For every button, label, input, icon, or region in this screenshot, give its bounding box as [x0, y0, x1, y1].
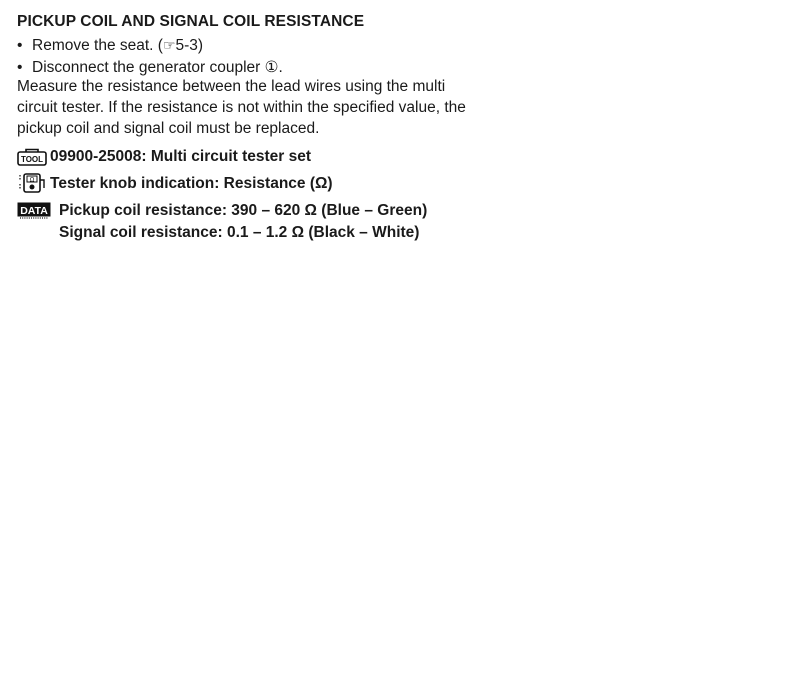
pickup-coil-spec: Pickup coil resistance: 390 – 620 Ω (Blue – Green) — [59, 202, 428, 219]
reference-hand-icon: ☞ — [162, 38, 176, 54]
tester-knob-spec: Tester knob indication: Resistance (Ω) — [50, 175, 333, 192]
bullet-remove-seat — [17, 37, 203, 55]
data-icon-label: DATA — [20, 205, 48, 217]
bullet-text: Remove the seat. ( — [32, 37, 163, 54]
bullet-dot: • — [17, 59, 23, 76]
tool-spec: 09900-25008: Multi circuit tester set — [50, 148, 312, 165]
instruction-paragraph — [17, 76, 467, 139]
signal-coil-spec: Signal coil resistance: 0.1 – 1.2 Ω (Black – White) — [59, 224, 420, 241]
section-title: PICKUP COIL AND SIGNAL COIL RESISTANCE — [17, 13, 365, 30]
paragraph-line: pickup coil and signal coil must be replaced. — [17, 120, 320, 137]
data-icon — [17, 202, 51, 225]
paragraph-line: circuit tester. If the resistance is not within the specified value, the — [17, 99, 466, 116]
bullet-disconnect-coupler — [17, 58, 283, 77]
tester-knob-icon — [18, 172, 46, 199]
paragraph-line: Measure the resistance between the lead wires using the multi — [17, 78, 446, 95]
tester-icon-glyph: Ω — [29, 176, 35, 184]
tool-icon-label: TOOL — [20, 155, 44, 164]
bullet-text: Disconnect the generator coupler ①. — [32, 59, 283, 76]
page-reference: 5-3) — [175, 37, 204, 54]
tool-icon — [17, 148, 47, 171]
bullet-dot: • — [17, 37, 23, 54]
